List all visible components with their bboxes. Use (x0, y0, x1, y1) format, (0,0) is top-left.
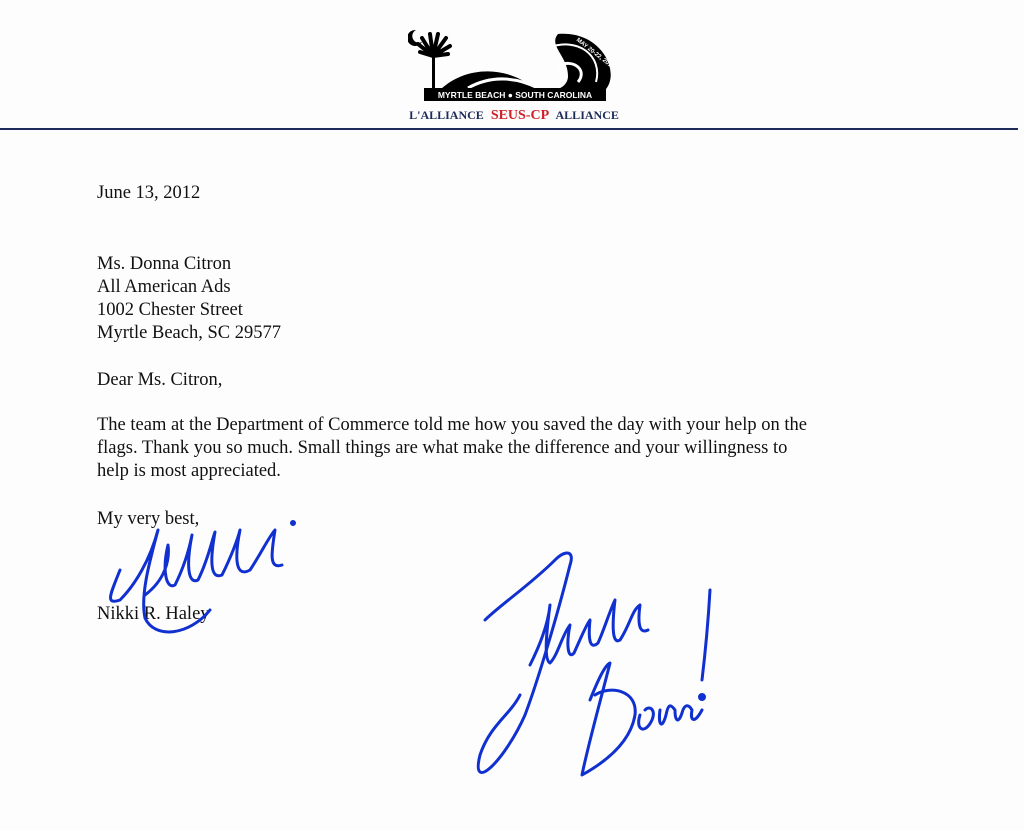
letter-body (97, 414, 897, 483)
alliance-right: ALLIANCE (555, 108, 619, 122)
letter-date: June 13, 2012 (97, 183, 201, 203)
event-dates: MAY 20-22, 2012 (574, 37, 616, 71)
alliance-left: L'ALLIANCE (409, 108, 484, 122)
body-line: flags. Thank you so much. Small things are what make the difference and your willingness to (97, 438, 788, 458)
body-line: The team at the Department of Commerce told me how you saved the day with your help on the (97, 415, 807, 435)
svg-text:L'ALLIANCE SEUS-CP (409, 108, 619, 123)
handwritten-note-image (470, 545, 730, 795)
signer-name: Nikki R. Haley (97, 604, 210, 624)
recipient-line: Ms. Donna Citron (97, 254, 232, 274)
recipient-line: Myrtle Beach, SC 29577 (97, 323, 281, 343)
alliance-center: SEUS-CP (490, 108, 550, 123)
letterhead-logo (408, 26, 620, 126)
location-text: MYRTLE BEACH ● SOUTH CAROLINA (437, 90, 593, 100)
signature-image (100, 500, 310, 645)
letterhead-divider (0, 128, 1018, 130)
closing: My very best, (97, 509, 200, 529)
recipient-address (97, 253, 281, 345)
salutation: Dear Ms. Citron, (97, 370, 223, 390)
recipient-line: All American Ads (97, 277, 231, 297)
palmetto-tree-icon (418, 34, 450, 91)
body-line: help is most appreciated. (97, 461, 281, 481)
recipient-line: 1002 Chester Street (97, 300, 243, 320)
